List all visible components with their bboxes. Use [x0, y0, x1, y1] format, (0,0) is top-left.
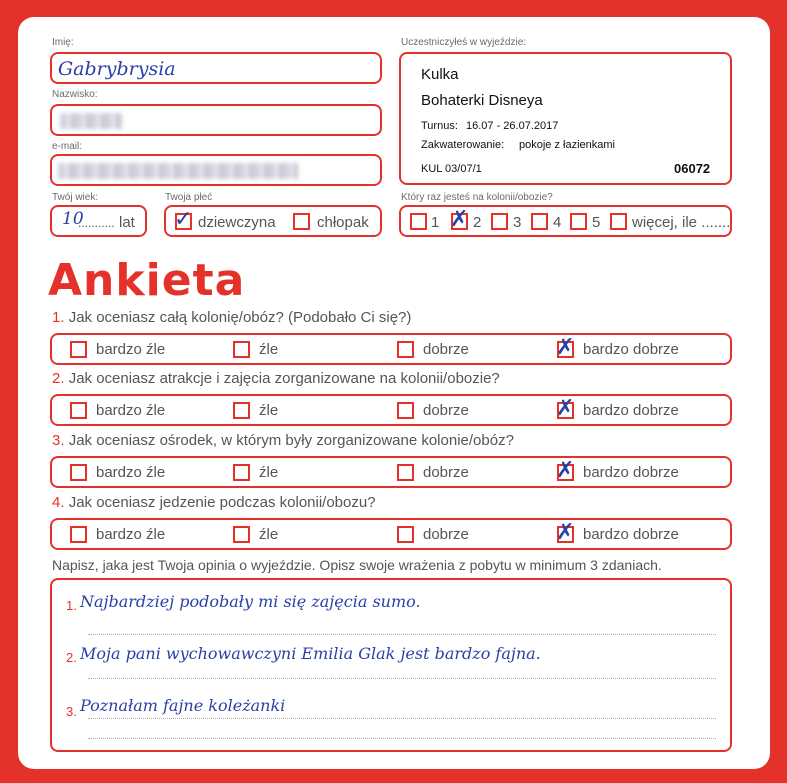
question-label: Jak oceniasz całą kolonię/obóz? (Podobało Ci się?): [68, 309, 412, 326]
surname-label: Nazwisko:: [52, 89, 98, 100]
ruled-line: [88, 738, 716, 739]
answer-number: 1.: [66, 598, 77, 613]
question-2-checkbox-3[interactable]: [397, 402, 414, 419]
trip-label: Uczestniczyłeś w wyjeździe:: [401, 37, 527, 48]
check-mark-icon: ✗: [556, 335, 575, 360]
stamp-theme: Bohaterki Disneya: [421, 92, 543, 109]
stamp-accommodation-label: Zakwaterowanie:: [421, 139, 505, 151]
question-2-text: [52, 370, 500, 387]
ruled-line: [88, 718, 716, 719]
times-option-1: 1: [431, 214, 440, 231]
rating-option-label: dobrze: [423, 341, 469, 358]
times-checkbox-2[interactable]: [450, 207, 469, 232]
times-checkbox-4[interactable]: [531, 213, 548, 230]
rating-option-label: źle: [259, 526, 279, 543]
name-label: Imię:: [52, 37, 74, 48]
email-redacted: [58, 163, 298, 179]
times-option-3: 3: [513, 214, 522, 231]
question-4-checkbox-4[interactable]: [556, 520, 575, 545]
answer-text: Moja pani wychowawczyni Emilia Glak jest bardzo fajna.: [80, 644, 541, 663]
stamp-accommodation-value: pokoje z łazienkami: [519, 139, 615, 151]
answer-number: 2.: [66, 650, 77, 665]
question-4-checkbox-3[interactable]: [397, 526, 414, 543]
question-3-checkbox-2[interactable]: [233, 464, 250, 481]
question-number: 4.: [52, 494, 65, 511]
gender-label: Twoja płeć: [165, 192, 213, 203]
stamp-number: 06072: [674, 161, 711, 176]
question-3-checkbox-4[interactable]: [556, 458, 575, 483]
gender-option-girl: dziewczyna: [198, 214, 276, 231]
rating-option-label: dobrze: [423, 402, 469, 419]
opinion-prompt: Napisz, jaka jest Twoja opinia o wyjeździe. Opisz swoje wrażenia z pobytu w minimum 3 zdaniach.: [52, 557, 662, 573]
question-2-checkbox-2[interactable]: [233, 402, 250, 419]
check-mark-icon: ✓: [174, 207, 193, 232]
times-checkbox-1[interactable]: [410, 213, 427, 230]
times-option-4: 4: [553, 214, 562, 231]
rating-option-label: bardzo dobrze: [583, 341, 679, 358]
rating-option-label: dobrze: [423, 526, 469, 543]
age-dots: ...........: [78, 216, 115, 230]
times-checkbox-5[interactable]: [570, 213, 587, 230]
question-number: 3.: [52, 432, 65, 449]
age-value: 10: [62, 209, 84, 229]
times-option-more: więcej, ile .......: [632, 214, 731, 231]
rating-option-label: bardzo źle: [96, 464, 166, 481]
stamp-turnus-value: 16.07 - 26.07.2017: [466, 120, 559, 132]
gender-checkbox-boy[interactable]: [293, 213, 310, 230]
stamp-code: KUL 03/07/1: [421, 163, 482, 175]
question-4-checkbox-2[interactable]: [233, 526, 250, 543]
times-label: Który raz jesteś na kolonii/obozie?: [401, 192, 553, 203]
surname-redacted: [60, 113, 122, 129]
question-3-checkbox-3[interactable]: [397, 464, 414, 481]
check-mark-icon: ✗: [556, 520, 575, 545]
check-mark-icon: ✗: [450, 207, 469, 232]
rating-option-label: źle: [259, 464, 279, 481]
rating-option-label: bardzo źle: [96, 341, 166, 358]
question-label: Jak oceniasz jedzenie podczas kolonii/obozu?: [68, 494, 376, 511]
rating-option-label: bardzo źle: [96, 526, 166, 543]
rating-option-label: dobrze: [423, 464, 469, 481]
question-1-checkbox-4[interactable]: [556, 335, 575, 360]
rating-option-label: źle: [259, 402, 279, 419]
check-mark-icon: ✗: [556, 396, 575, 421]
question-4-checkbox-1[interactable]: [70, 526, 87, 543]
question-3-checkbox-1[interactable]: [70, 464, 87, 481]
question-1-checkbox-1[interactable]: [70, 341, 87, 358]
age-unit: lat: [119, 214, 135, 231]
question-number: 1.: [52, 309, 65, 326]
stamp-camp-name: Kulka: [421, 66, 459, 83]
times-checkbox-more[interactable]: [610, 213, 627, 230]
question-label: Jak oceniasz atrakcje i zajęcia zorganizowane na kolonii/obozie?: [68, 370, 500, 387]
rating-option-label: bardzo dobrze: [583, 526, 679, 543]
email-label: e-mail:: [52, 141, 83, 152]
question-1-checkbox-2[interactable]: [233, 341, 250, 358]
rating-option-label: źle: [259, 341, 279, 358]
question-2-checkbox-4[interactable]: [556, 396, 575, 421]
answer-text: Poznałam fajne koleżanki: [80, 696, 286, 715]
ruled-line: [88, 634, 716, 635]
question-number: 2.: [52, 370, 65, 387]
times-option-5: 5: [592, 214, 601, 231]
question-3-text: [52, 432, 514, 449]
question-label: Jak oceniasz ośrodek, w którym były zorganizowane kolonie/obóz?: [68, 432, 514, 449]
question-1-checkbox-3[interactable]: [397, 341, 414, 358]
question-4-text: [52, 494, 376, 511]
question-1-text: [52, 309, 411, 326]
rating-option-label: bardzo dobrze: [583, 402, 679, 419]
name-value: Gabrybrysia: [58, 58, 176, 80]
times-checkbox-3[interactable]: [491, 213, 508, 230]
answer-text: Najbardziej podobały mi się zajęcia sumo.: [80, 592, 421, 611]
age-label: Twój wiek:: [52, 192, 99, 203]
check-mark-icon: ✗: [556, 458, 575, 483]
rating-option-label: bardzo źle: [96, 402, 166, 419]
ruled-line: [88, 678, 716, 679]
survey-title: Ankieta: [48, 255, 246, 306]
gender-checkbox-girl[interactable]: [174, 207, 193, 232]
answer-number: 3.: [66, 704, 77, 719]
times-option-2: 2: [473, 214, 482, 231]
gender-option-boy: chłopak: [317, 214, 369, 231]
rating-option-label: bardzo dobrze: [583, 464, 679, 481]
question-2-checkbox-1[interactable]: [70, 402, 87, 419]
stamp-turnus-label: Turnus:: [421, 120, 458, 132]
